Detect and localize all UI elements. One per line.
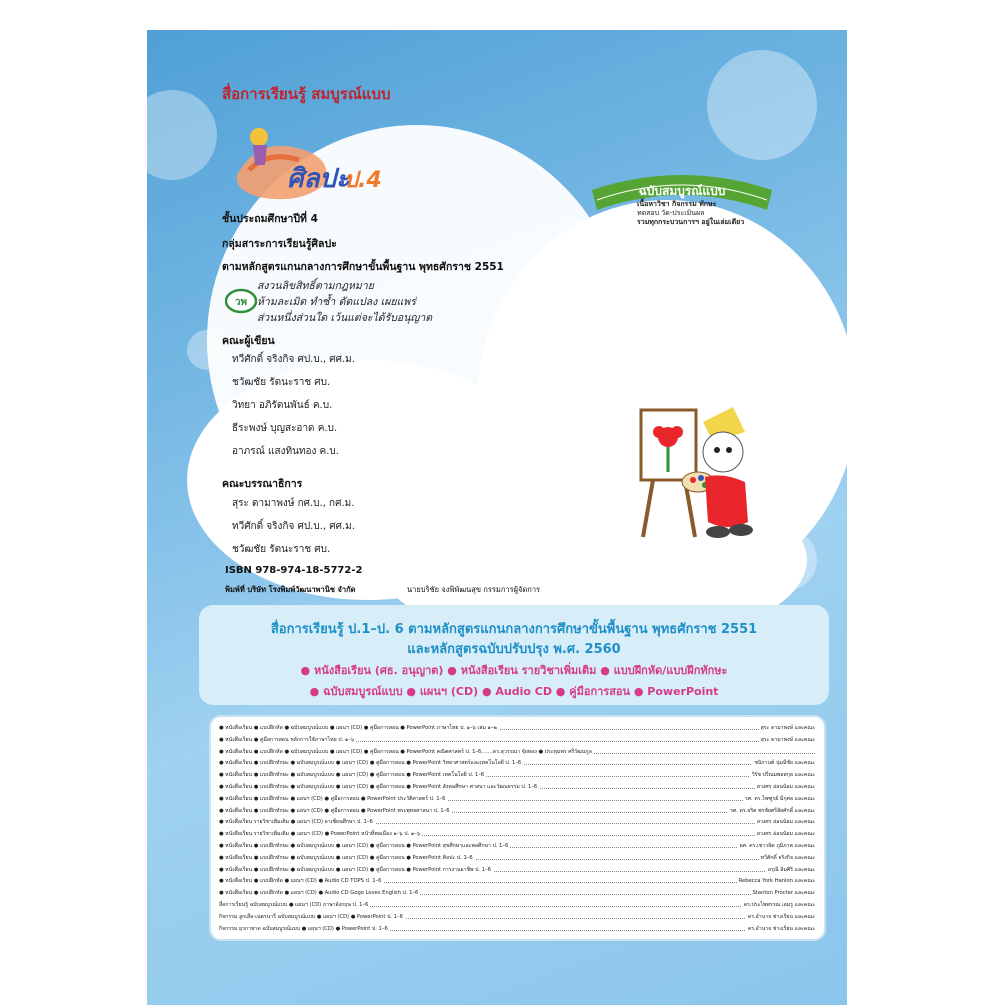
printer-label: พิมพ์ที่ บริษัท โรงพิมพ์วัฒนาพานิช จำกัด [225,585,356,594]
book-page [147,30,847,1005]
catalog-row [219,922,815,935]
art-subject-logo [229,115,394,205]
edition-features [637,200,744,227]
catalog-item-text: ● หนังสือเรียน ● แบบฝึกทักษะ ● ฉบับสมบูรณ์แบบ ● แผนฯ (CD) ● คู่มือการสอน ● PowerPoint วิทยาศาสตร์และเทคโนโลยี ป. 1–6 [219,760,522,767]
banner-products: ● หนังสือเรียน (ศธ. อนุญาต) ● หนังสือเรียน รายวิชาเพิ่มเติม ● แบบฝึกหัด/แบบฝึกทักษะ [300,664,728,677]
catalog-item-author: วิรัช ปรีณมพลสกุล และคณะ [751,772,815,779]
catalog-item-text: กิจกรรม ยุวกาชาด ฉบับสมบูรณ์แบบ ● แผนฯ (CD) ● PowerPoint ป. 1–6 [219,925,388,932]
catalog-item-author: สุระ ดามาพงษ์ และคณะ [760,725,815,731]
decor-bubble [147,90,217,180]
catalog-item-text: ● หนังสือเรียน รายวิชาเพิ่มเติม ● แผนฯ (CD) อาเซียนศึกษา ป. 1–6 [219,819,373,826]
catalog-item-text: ● หนังสือเรียน ● แบบฝึกหัด ● แผนฯ (CD) ● Audio CD TOPS ป. 1–6 [219,878,382,885]
printer-manager: นายบริชัย จงพิพัฒนสุข กรรมการผู้จัดการ [407,585,541,594]
catalog-item-author: ดร.อำนาจ ช่างเรียน และคณะ [747,913,815,920]
catalog-item-text: ● หนังสือเรียน ● คู่มือการสอน หลักการใช้ภาษาไทย ป. ๑–๖ [219,736,355,743]
catalog-item-text: ● หนังสือเรียน ● แบบฝึกทักษะ ● ฉบับสมบูรณ์แบบ ● แผนฯ (CD) ● คู่มือการสอน ● PowerPoint สุขศึกษาและพลศึกษา ป. 1–6 [219,843,509,849]
catalog-item-author: Stanton Procter และคณะ [752,890,815,897]
isbn: ISBN 978-974-18-5772-2 [225,565,363,576]
catalog-item-text: กิจกรรม ลูกเสือ-เนตรนารี ฉบับสมบูรณ์แบบ ● แผนฯ (CD) ● PowerPoint ป. 1–6 [219,913,403,920]
catalog-item-text: ● หนังสือเรียน รายวิชาเพิ่มเติม ● แผนฯ (CD) ● PowerPoint หน้าที่พลเมือง ๑–๖ ป. ๑–๖ [219,831,421,838]
editor-name: สุระ ดามาพงษ์ กศ.บ., กศ.ม. [232,498,355,509]
catalog-item-author: สวงศร อ่อนน้อม และคณะ [756,784,815,790]
banner-products: ● ฉบับสมบูรณ์แบบ ● แผนฯ (CD) ● Audio CD ● คู่มือการสอน ● PowerPoint [309,685,719,698]
catalog-item-author: ดร.อำนาจ ช่างเรียน และคณะ [747,925,815,932]
catalog-item-text: ● หนังสือเรียน ● แบบฝึกทักษะ ● ฉบับสมบูรณ์แบบ ● แผนฯ (CD) ● คู่มือการสอน ● PowerPoint สังคมศึกษา ศาสนา และวัฒนธรรม ป. 1–6 [219,784,538,790]
curriculum-line: ตามหลักสูตรแกนกลางการศึกษาขั้นพื้นฐาน พุทธศักราช 2551 [222,261,504,273]
catalog-item-text: ● หนังสือเรียน ● แบบฝึกหัด ● แผนฯ (CD) ● Audio CD Gogo Loves English ป. 1–6 [219,890,419,897]
printer-line [225,584,541,596]
series-title: สื่อการเรียนรู้ สมบูรณ์แบบ [222,85,391,103]
grade-text: ป.4 [344,168,382,193]
catalog-item-author: รศ. ดร.จริต พรชัยศรีสัยศักดิ์ และคณะ [730,807,815,814]
authors-heading: คณะผู้เขียน [222,335,275,347]
banner-line: สื่อการเรียนรู้ ป.1–ป. 6 ตามหลักสูตรแกนกลางการศึกษาขั้นพื้นฐาน พุทธศักราช 2551 [270,622,758,637]
catalog-item-text: ● หนังสือเรียน ● แบบฝึกทักษะ ● แผนฯ (CD) ● คู่มือการสอน ● PowerPoint พระพุทธศาสนา ป. 1–6 [219,807,450,814]
publisher-logo [225,288,257,314]
catalog-item-author: ดร.ประไพพรรณ เอมรู และคณะ [743,902,815,908]
catalog-item-text: ● หนังสือเรียน ● แบบฝึกทักษะ ● ฉบับสมบูรณ์แบบ ● แผนฯ (CD) ● คู่มือการสอน ● PowerPoint การงานอาชีพ ป. 1–6 [219,866,491,873]
editor-name: ชวัฒชัย รัตนะราช ศบ. [232,544,331,555]
catalog-item-text: ● หนังสือเรียน ● แบบฝึกหัด ● ฉบับสมบูรณ์แบบ ● แผนฯ (CD) ● คู่มือการสอน ● PowerPoint ภาษาไทย ป. ๑–๖ เล่ม ๑–๒ [219,725,497,731]
banner-line: และหลักสูตรฉบับปรับปรุง พ.ศ. 2560 [407,642,621,657]
editor-name: ทวีศักดิ์ จริงกิจ ศป.บ., ศศ.ม. [232,521,355,532]
edition-feature-line: ทดสอบ วัด-ประเมินผล [637,209,705,217]
catalog-list [209,715,826,941]
author-name: ชวัฒชัย รัตนะราช ศบ. [232,377,331,388]
edition-feature-line: เนื้อหาวิชา กิจกรรม ทักษะ [637,200,717,208]
painter-mascot-illustration [633,402,763,542]
catalog-item-author: สวงศร อ่อนน้อม และคณะ [756,831,815,838]
catalog-item-text: ● หนังสือเรียน ● แบบฝึกทักษะ ● ฉบับสมบูรณ์แบบ ● แผนฯ (CD) ● คู่มือการสอน ● PowerPoint ศิลปะ ป. 1–6 [219,854,473,861]
catalog-item-author: สวงศร อ่อนน้อม และคณะ [756,819,815,826]
copyright-line: ส่วนหนึ่งส่วนใด เว้นแต่จะได้รับอนุญาต [257,312,433,324]
subject-text: ศิลปะ [287,164,350,194]
catalog-item-text: ● หนังสือเรียน ● แบบฝึกหัด ● ฉบับสมบูรณ์แบบ ● แผนฯ (CD) ● คู่มือการสอน ● PowerPoint คณิตศาสตร์ ป. 1–6.......ดร.สุวรรณา จุ้ยทอง ● ประทุมพร ศรีวัฒนกูล [219,748,592,755]
catalog-item-text: ● หนังสือเรียน ● แบบฝึกทักษะ ● แผนฯ (CD) ● คู่มือการสอน ● PowerPoint ประวัติศาสตร์ ป. 1–6 [219,795,446,802]
catalog-item-author: อรุณี ลิมศิริ และคณะ [767,866,815,873]
catalog-item-author: สุระ ดามาพงษ์ และคณะ [760,736,815,743]
catalog-item-author: รศ. ดร.ไพฑูรย์ มีกุศล และคณะ [744,795,815,802]
catalog-item-text: สื่อการเรียนรู้ ฉบับสมบูรณ์แบบ ● แผนฯ (CD) ภาษาอังกฤษ ป. 1–6 [219,902,369,908]
learning-group: กลุ่มสาระการเรียนรู้ศิลปะ [222,238,337,250]
author-name: ทวีศักดิ์ จริงกิจ ศป.บ., ศศ.ม. [232,354,355,365]
catalog-item-author: ผศ. ดร.เชาวลิต ภูมิภาค และคณะ [739,843,815,849]
author-name: วิทยา อภิรัตนพันธ์ ค.บ. [232,400,333,411]
edition-feature-line: รวมทุกกระบวนการฯ อยู่ในเล่มเดียว [637,218,745,226]
catalog-item-author: ชนิกานต์ นุ่มมีชัย และคณะ [754,760,815,767]
grade-level: ชั้นประถมศึกษาปีที่ 4 [222,213,318,225]
decor-bubble [707,50,817,160]
publisher-logo-text: วพ [234,297,248,308]
catalog-item-author: ทวีศักดิ์ จริงกิจ และคณะ [760,854,815,861]
author-name: อาภรณ์ แสงทินทอง ค.บ. [232,446,339,457]
catalog-item-author: Rebecca York Hanlon และคณะ [738,878,815,885]
author-name: ธีระพงษ์ บุญสะอาด ค.บ. [232,423,338,434]
copyright-notice [257,278,432,326]
editors-heading: คณะบรรณาธิการ [222,478,303,490]
series-banner [199,605,829,705]
copyright-line: สงวนลิขสิทธิ์ตามกฎหมาย [257,280,374,292]
edition-badge-label: ฉบับสมบูรณ์แบบ [638,184,726,198]
copyright-line: ห้ามละเมิด ทำซ้ำ ดัดแปลง เผยแพร่ [257,296,416,308]
catalog-item-text: ● หนังสือเรียน ● แบบฝึกทักษะ ● ฉบับสมบูรณ์แบบ ● แผนฯ (CD) ● คู่มือการสอน ● PowerPoint เทคโนโลยี ป. 1–6 [219,772,485,779]
